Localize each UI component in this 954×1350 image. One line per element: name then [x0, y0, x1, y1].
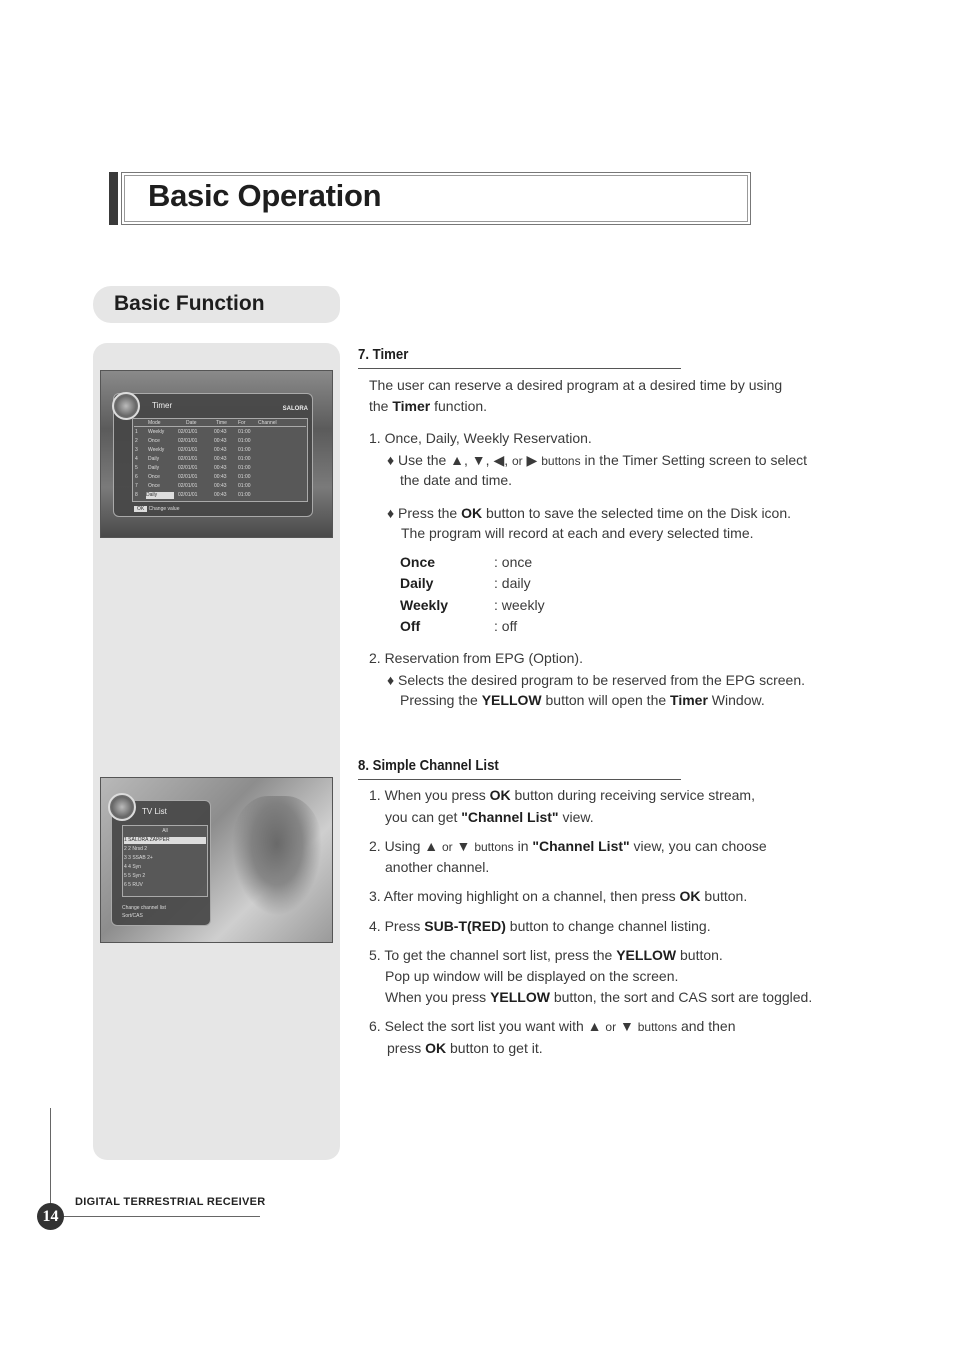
table-row[interactable]	[134, 474, 306, 481]
channel-table	[122, 825, 208, 897]
mode-once-desc: : once	[494, 554, 533, 570]
table-header	[134, 420, 306, 427]
text: button during receiving service stream,	[510, 787, 755, 803]
header-accent-bar	[109, 172, 118, 225]
timer-bullet-1	[387, 452, 807, 470]
mode-name: Weekly	[400, 597, 448, 613]
disk-icon	[108, 793, 136, 821]
table-row[interactable]	[134, 429, 306, 436]
row-time: 00:43	[214, 456, 227, 462]
row-mode: Once	[148, 474, 160, 480]
text: or	[442, 840, 453, 854]
timer-bullet-2-line2: The program will record at each and every selected time.	[401, 525, 754, 541]
row-time: 00:43	[214, 447, 227, 453]
row-mode: Daily	[148, 465, 160, 471]
channel-item-1-line2	[385, 809, 594, 826]
text: button to change channel listing.	[505, 918, 711, 934]
row-date: 02/01/01	[178, 438, 198, 444]
row-for: 01:00	[238, 483, 251, 489]
text: ▶	[522, 452, 542, 468]
row-time: 00:43	[214, 492, 227, 498]
disk-icon	[112, 392, 140, 420]
row-num: 3	[135, 447, 138, 453]
row-mode: Daily	[148, 456, 160, 462]
timer-osd	[113, 393, 313, 517]
text: When you press	[385, 989, 491, 1005]
col-time: Time	[216, 420, 227, 426]
ok-keyword: OK	[461, 505, 483, 521]
channel-item-2	[369, 838, 767, 856]
text: ▼	[616, 1018, 638, 1034]
channel-item-5	[369, 947, 723, 964]
osd-footer-line2: Sort/CAS	[122, 913, 143, 919]
text: view.	[558, 809, 594, 825]
list-item[interactable]: 4 4 Syn	[124, 864, 141, 870]
row-num: 2	[135, 438, 138, 444]
row-mode: Weekly	[148, 447, 165, 453]
text: or	[605, 1020, 617, 1034]
mode-name: Once	[400, 554, 436, 570]
mode-off-label	[400, 618, 420, 635]
mode-once-label	[400, 554, 435, 571]
row-time: 00:43	[214, 474, 227, 480]
list-item-highlight[interactable]: 1 SALORA ZAPPER	[124, 837, 206, 844]
channel-item-2-line2: another channel.	[385, 859, 490, 875]
osd-title: TV List	[142, 807, 167, 816]
timer-bullet-3: ♦ Selects the desired program to be reserved from the EPG screen.	[387, 672, 806, 688]
text: buttons	[541, 454, 581, 468]
page-number: 14	[37, 1203, 64, 1230]
timer-intro-line2	[369, 398, 487, 415]
text: 3. After moving highlight on a channel, then press	[369, 888, 680, 904]
timer-heading-rule	[358, 368, 681, 369]
channel-list-screenshot	[100, 777, 333, 943]
text: the	[369, 398, 393, 414]
mode-weekly-desc: : weekly	[494, 597, 545, 613]
table-row[interactable]	[134, 447, 306, 454]
col-for: For	[238, 420, 246, 426]
mode-daily-label	[400, 575, 433, 592]
text: ♦ Press the	[387, 505, 462, 521]
footer-hint: Change value	[148, 506, 180, 512]
channel-item-3	[369, 888, 747, 905]
osd-brand: SALORA	[282, 406, 308, 412]
text: buttons	[474, 840, 514, 854]
row-mode: Once	[148, 483, 160, 489]
row-date: 02/01/01	[178, 447, 198, 453]
tvlist-osd	[111, 800, 211, 926]
channel-list-keyword: "Channel List"	[532, 838, 630, 854]
footer-vertical-rule	[50, 1108, 51, 1215]
ok-keyword: OK	[425, 1040, 447, 1056]
footer-label: DIGITAL TERRESTRIAL RECEIVER	[75, 1196, 266, 1208]
channel-item-4	[369, 918, 711, 935]
list-item[interactable]: 3 3 SSAB 2+	[124, 855, 153, 861]
row-num: 6	[135, 474, 138, 480]
mode-name: Off	[400, 618, 421, 634]
channel-item-6	[369, 1018, 735, 1036]
text: Pressing the	[400, 692, 482, 708]
text: 2. Using ▲	[369, 838, 442, 854]
osd-footer	[134, 506, 179, 512]
row-date: 02/01/01	[178, 474, 198, 480]
channel-item-1	[369, 787, 755, 804]
yellow-keyword: YELLOW	[616, 947, 677, 963]
row-date: 02/01/01	[178, 483, 198, 489]
text: 4. Press	[369, 918, 425, 934]
text: button.	[676, 947, 723, 963]
table-row[interactable]	[134, 483, 306, 490]
channel-list-heading: 8. Simple Channel List	[358, 757, 499, 774]
row-date: 02/01/01	[178, 456, 198, 462]
timer-item-1: 1. Once, Daily, Weekly Reservation.	[369, 430, 592, 446]
section-title: Basic Function	[114, 292, 265, 315]
row-mode: Weekly	[148, 429, 165, 435]
channel-list-heading-rule	[358, 779, 681, 780]
ok-keyword: OK	[489, 787, 511, 803]
page-title: Basic Operation	[148, 178, 382, 213]
skier-image	[232, 796, 322, 916]
row-num: 1	[135, 429, 138, 435]
list-header: All	[162, 828, 168, 834]
timer-bullet-1-line2: the date and time.	[400, 472, 513, 488]
list-item[interactable]: 6 5 RUV	[124, 882, 143, 888]
mode-off-desc: : off	[494, 618, 518, 634]
table-row[interactable]	[134, 465, 306, 472]
mode-weekly-label	[400, 597, 448, 614]
row-mode-highlight: Daily	[146, 492, 174, 499]
text: 5. To get the channel sort list, press the	[369, 947, 617, 963]
timer-item-2: 2. Reservation from EPG (Option).	[369, 650, 583, 666]
col-date: Date	[186, 420, 197, 426]
mode-name: Daily	[400, 575, 434, 591]
row-for: 01:00	[238, 447, 251, 453]
channel-item-6-line2	[387, 1040, 543, 1057]
row-date: 02/01/01	[178, 429, 198, 435]
channel-list-keyword: "Channel List"	[461, 809, 559, 825]
table-row[interactable]	[134, 438, 306, 445]
yellow-keyword: YELLOW	[490, 989, 550, 1005]
timer-heading: 7. Timer	[358, 346, 409, 363]
row-time: 00:43	[214, 483, 227, 489]
timer-table	[132, 418, 308, 502]
channel-item-5-line2: Pop up window will be displayed on the screen.	[385, 968, 679, 984]
osd-footer-line1: Change channel list	[122, 905, 166, 911]
row-time: 00:43	[214, 438, 227, 444]
text: button will open the	[541, 692, 671, 708]
text: in	[513, 838, 533, 854]
table-row[interactable]	[134, 456, 306, 463]
text: in the Timer Setting screen to select	[580, 452, 808, 468]
footer-horizontal-rule	[50, 1216, 260, 1217]
text: ▼	[452, 838, 475, 854]
timer-bullet-2	[387, 505, 791, 522]
yellow-keyword: YELLOW	[481, 692, 542, 708]
text: you can get	[385, 809, 462, 825]
row-for: 01:00	[238, 465, 251, 471]
row-date: 02/01/01	[178, 492, 198, 498]
ok-keyword: OK	[679, 888, 701, 904]
osd-title: Timer	[152, 401, 173, 410]
text: press	[387, 1040, 426, 1056]
subt-keyword: SUB-T(RED)	[424, 918, 506, 934]
text: button, the sort and CAS sort are toggled.	[549, 989, 813, 1005]
row-for: 01:00	[238, 456, 251, 462]
row-num: 5	[135, 465, 138, 471]
text: button.	[700, 888, 748, 904]
text: ♦ Use the ▲, ▼, ◀,	[387, 452, 512, 468]
text: button to save the selected time on the Disk icon.	[482, 505, 792, 521]
row-time: 00:43	[214, 429, 227, 435]
row-num: 4	[135, 456, 138, 462]
list-item[interactable]: 5 5 Syn 2	[124, 873, 146, 879]
mode-daily-desc: : daily	[494, 575, 531, 591]
row-for: 01:00	[238, 492, 251, 498]
text: 1. When you press	[369, 787, 490, 803]
row-time: 00:43	[214, 465, 227, 471]
text: buttons	[637, 1020, 678, 1034]
row-for: 01:00	[238, 474, 251, 480]
timer-bullet-3-line2	[400, 692, 765, 709]
row-for: 01:00	[238, 429, 251, 435]
text: function.	[430, 398, 488, 414]
text: Window.	[707, 692, 765, 708]
timer-keyword: Timer	[670, 692, 708, 708]
row-mode: Once	[148, 438, 160, 444]
row-date: 02/01/01	[178, 465, 198, 471]
list-item[interactable]: 2 2 Nrsd 2	[124, 846, 148, 852]
ok-key-icon: OK	[134, 506, 147, 512]
text: 6. Select the sort list you want with ▲	[369, 1018, 606, 1034]
channel-item-5-line3	[385, 989, 812, 1006]
timer-keyword: Timer	[392, 398, 431, 414]
col-channel: Channel	[258, 420, 277, 426]
text: button to get it.	[446, 1040, 543, 1056]
timer-intro-line1: The user can reserve a desired program at a desired time by using	[369, 377, 783, 393]
text: and then	[677, 1018, 736, 1034]
timer-screenshot	[100, 370, 333, 538]
text: or	[512, 454, 523, 468]
row-for: 01:00	[238, 438, 251, 444]
table-row[interactable]	[134, 492, 306, 499]
col-mode: Mode	[148, 420, 161, 426]
row-num: 7	[135, 483, 138, 489]
row-num: 8	[135, 492, 138, 498]
text: view, you can choose	[629, 838, 767, 854]
